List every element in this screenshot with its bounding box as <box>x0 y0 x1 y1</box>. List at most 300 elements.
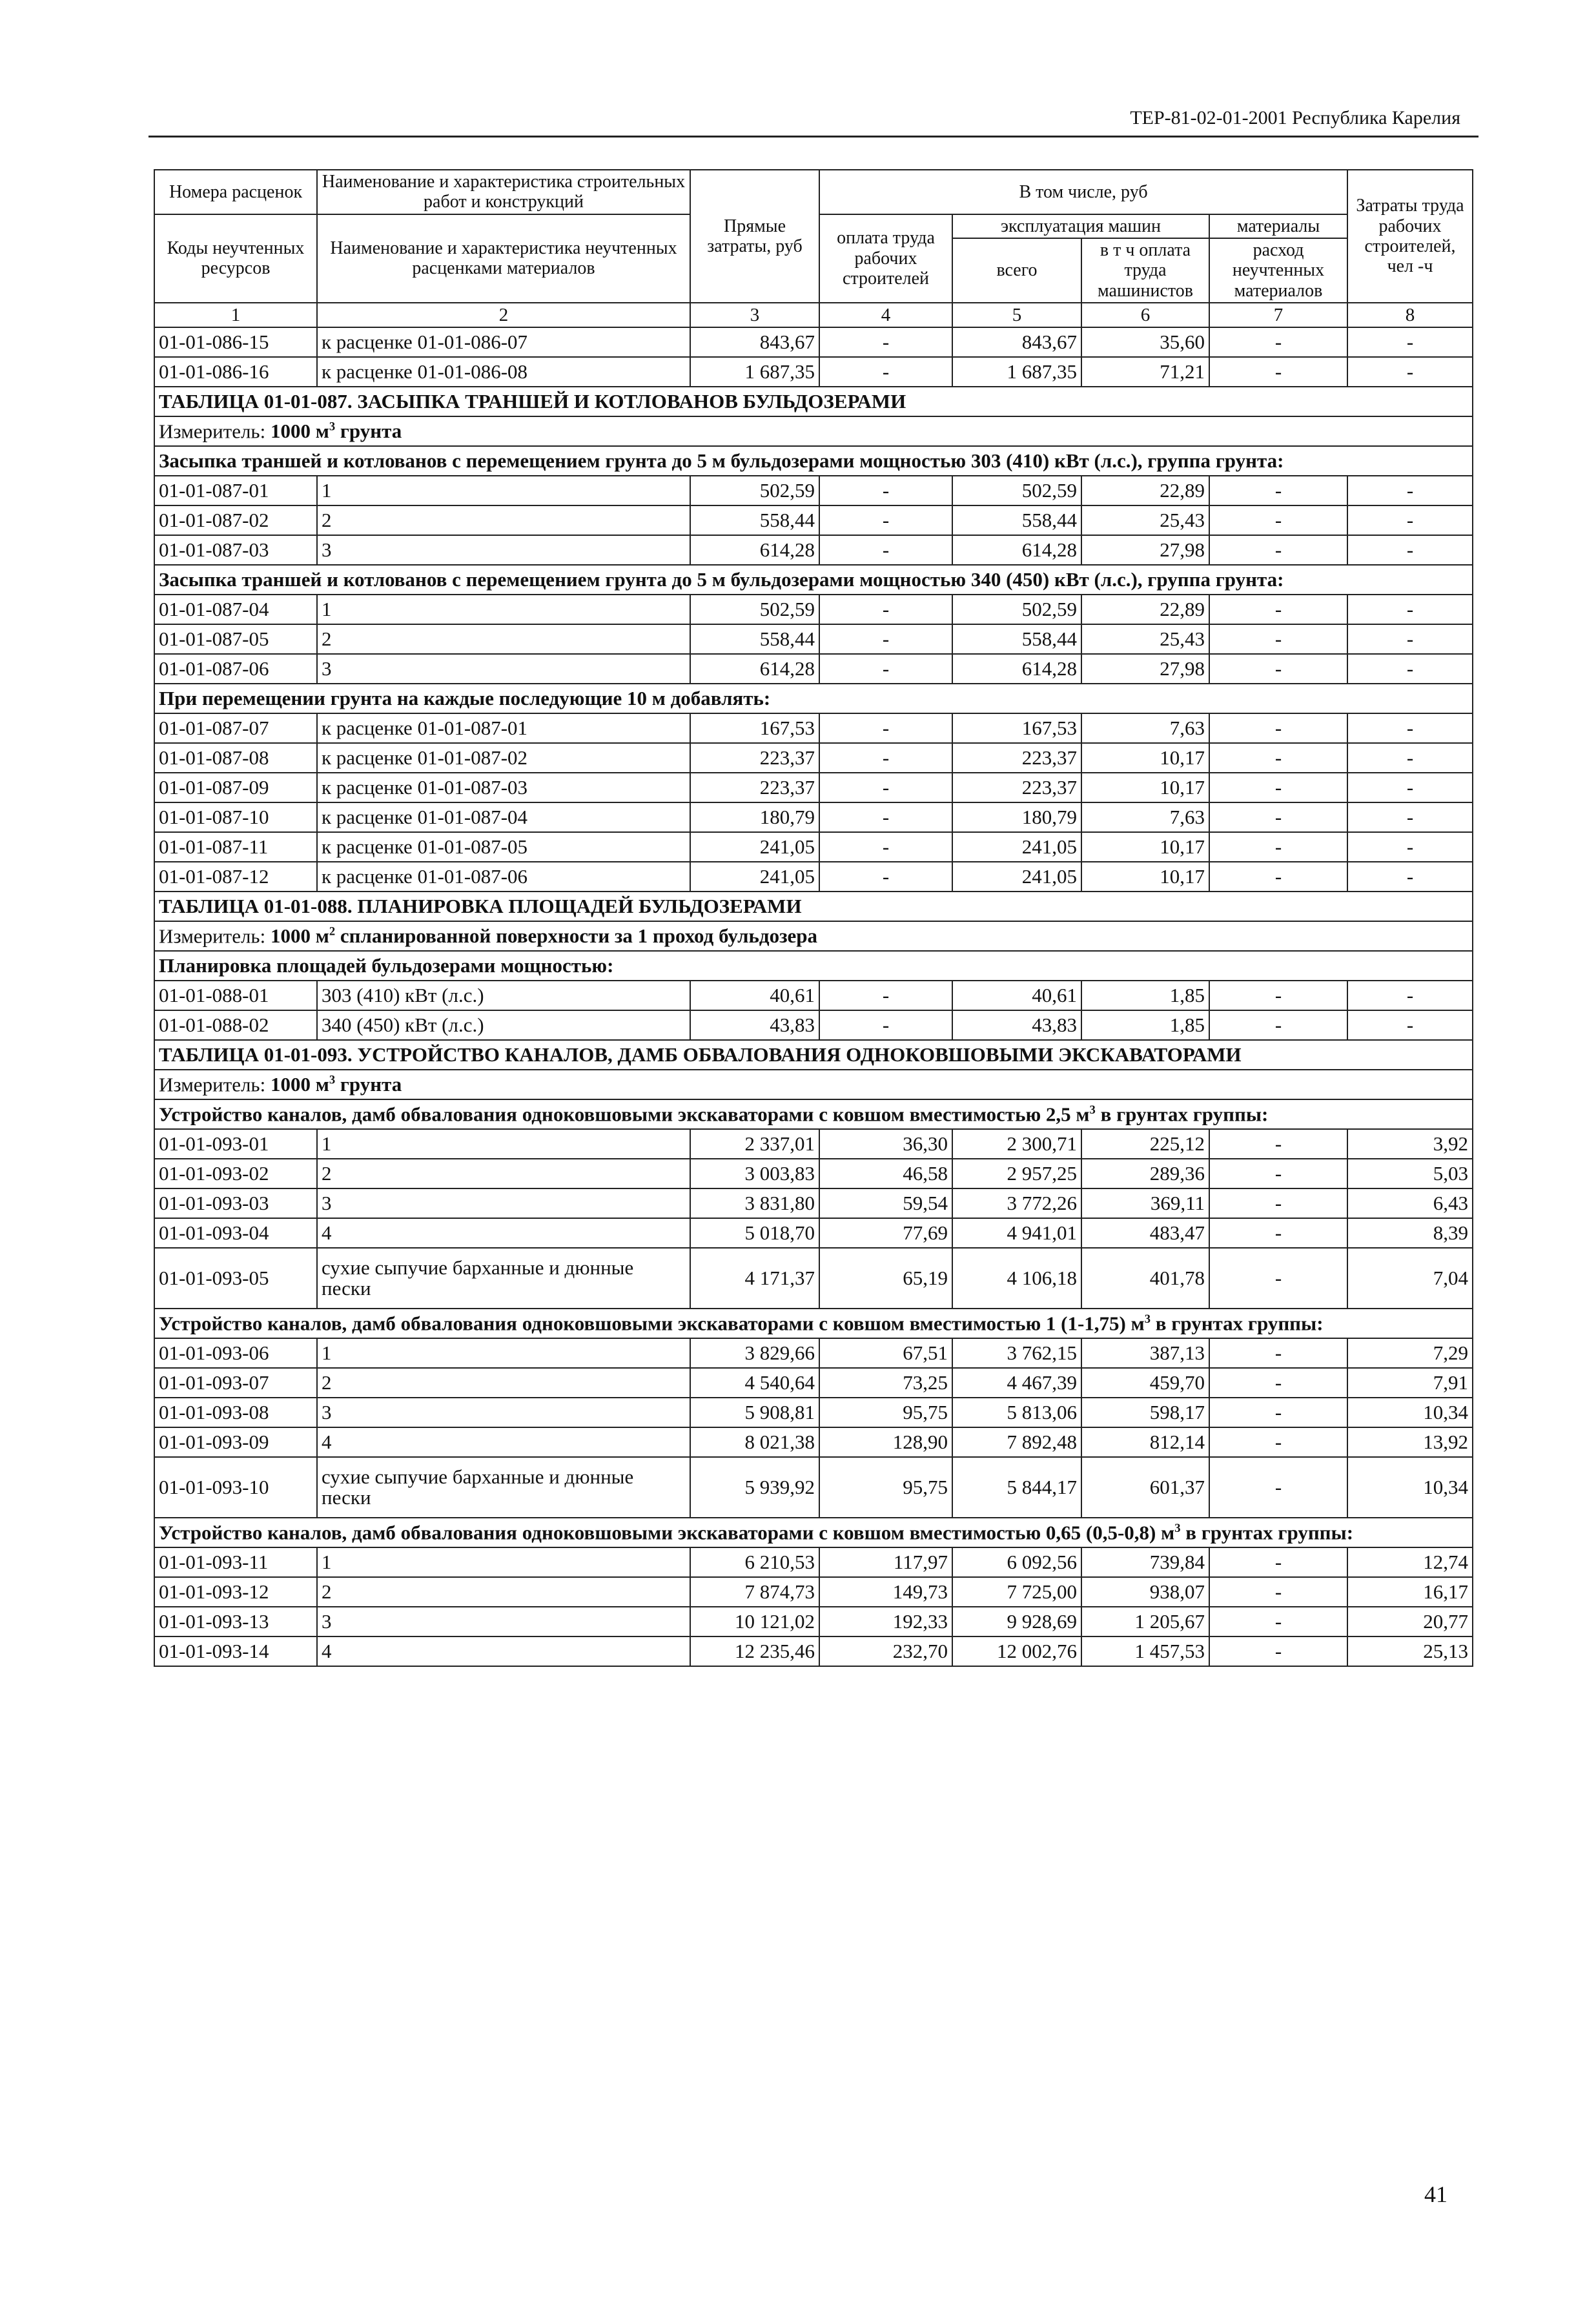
table-cell: 10,17 <box>1081 832 1209 862</box>
table-cell: 7,04 <box>1347 1248 1473 1309</box>
section-text: Устройство каналов, дамб обвалования одноковшовыми экскаваторами с ковшом вместимостью 1 (1-1,75) м <box>159 1312 1145 1335</box>
table-cell: 5 939,92 <box>690 1457 819 1518</box>
table-cell: 4 106,18 <box>952 1248 1081 1309</box>
table-cell: 223,37 <box>952 743 1081 773</box>
table-cell: - <box>1347 595 1473 624</box>
table-cell: - <box>1347 624 1473 654</box>
table-cell: - <box>1209 327 1347 357</box>
rates-table <box>154 169 1473 1667</box>
section-header-row <box>154 684 1473 713</box>
table-cell: 149,73 <box>819 1577 952 1607</box>
table-cell: - <box>1347 505 1473 535</box>
table-cell: 558,44 <box>690 624 819 654</box>
col-header-labor: Затраты труда рабочих строителей, чел -ч <box>1347 170 1473 303</box>
table-cell: 13,92 <box>1347 1427 1473 1457</box>
col-index: 6 <box>1081 303 1209 327</box>
table-cell: 558,44 <box>952 624 1081 654</box>
table-cell: 3 831,80 <box>690 1188 819 1218</box>
section-exponent: 3 <box>1089 1103 1096 1117</box>
table-cell: - <box>1209 535 1347 565</box>
table-cell: к расценке 01-01-087-03 <box>317 773 690 802</box>
table-cell: 40,61 <box>690 981 819 1010</box>
table-row <box>154 595 1473 624</box>
table-cell: 5,03 <box>1347 1159 1473 1188</box>
col-header-direct-cost: Прямые затраты, руб <box>690 170 819 303</box>
table-row <box>154 1129 1473 1159</box>
table-cell: 4 <box>317 1218 690 1248</box>
col-index: 1 <box>154 303 317 327</box>
col-header-materials-use: расход неучтенных материалов <box>1209 238 1347 303</box>
table-cell: 35,60 <box>1081 327 1209 357</box>
table-cell: - <box>1209 624 1347 654</box>
table-cell: 01-01-087-05 <box>154 624 317 654</box>
measure-row <box>154 921 1473 951</box>
section-header-row <box>154 565 1473 595</box>
table-title: ТАБЛИЦА 01-01-087. ЗАСЫПКА ТРАНШЕЙ И КОТЛОВАНОВ БУЛЬДОЗЕРАМИ <box>154 387 1473 416</box>
col-index: 4 <box>819 303 952 327</box>
table-row <box>154 773 1473 802</box>
section-text-end: в грунтах группы: <box>1180 1521 1354 1544</box>
table-row <box>154 1218 1473 1248</box>
table-cell: 01-01-087-04 <box>154 595 317 624</box>
table-cell: 3 003,83 <box>690 1159 819 1188</box>
column-index-row <box>154 303 1473 327</box>
table-cell: - <box>1209 862 1347 892</box>
table-row <box>154 1427 1473 1457</box>
table-cell: 10,34 <box>1347 1398 1473 1427</box>
section-heading: Засыпка траншей и котлованов с перемещением грунта до 5 м бульдозерами мощностью 340 (450) кВт (л.с.), группа грунта: <box>154 565 1473 595</box>
table-cell: 401,78 <box>1081 1248 1209 1309</box>
section-exponent: 3 <box>1174 1521 1181 1535</box>
section-heading <box>154 1309 1473 1338</box>
section-header-row <box>154 446 1473 476</box>
table-cell: - <box>1209 773 1347 802</box>
table-cell: 46,58 <box>819 1159 952 1188</box>
table-cell: 1 <box>317 476 690 505</box>
table-row <box>154 505 1473 535</box>
table-cell: - <box>1209 1188 1347 1218</box>
table-cell: 01-01-087-09 <box>154 773 317 802</box>
table-cell: 01-01-093-02 <box>154 1159 317 1188</box>
table-087-title-row <box>154 387 1473 416</box>
table-cell: - <box>819 505 952 535</box>
col-header-materials-name: Наименование и характеристика неучтенных расценками материалов <box>317 214 690 303</box>
table-cell: - <box>1209 1368 1347 1398</box>
table-cell: - <box>1209 1129 1347 1159</box>
table-cell: - <box>1347 535 1473 565</box>
table-title: ТАБЛИЦА 01-01-093. УСТРОЙСТВО КАНАЛОВ, ДАМБ ОБВАЛОВАНИЯ ОДНОКОВШОВЫМИ ЭКСКАВАТОРАМИ <box>154 1040 1473 1070</box>
table-cell: 938,07 <box>1081 1577 1209 1607</box>
measure-line <box>154 1070 1473 1099</box>
table-row <box>154 1338 1473 1368</box>
table-row <box>154 1547 1473 1577</box>
table-row <box>154 1188 1473 1218</box>
table-cell: - <box>1347 802 1473 832</box>
table-cell: - <box>1347 773 1473 802</box>
table-cell: - <box>1209 357 1347 387</box>
col-header-resource-codes: Коды неучтенных ресурсов <box>154 214 317 303</box>
table-cell: 73,25 <box>819 1368 952 1398</box>
table-cell: - <box>1209 654 1347 684</box>
measure-exponent: 3 <box>329 420 336 434</box>
table-cell: 71,21 <box>1081 357 1209 387</box>
section-header-row <box>154 951 1473 981</box>
table-093-title-row <box>154 1040 1473 1070</box>
section-header-row <box>154 1518 1473 1547</box>
table-cell: - <box>1209 713 1347 743</box>
table-row <box>154 1636 1473 1666</box>
table-cell: 27,98 <box>1081 654 1209 684</box>
table-cell: 3,92 <box>1347 1129 1473 1159</box>
table-cell: 43,83 <box>690 1010 819 1040</box>
section-heading: Засыпка траншей и котлованов с перемещением грунта до 5 м бульдозерами мощностью 303 (410) кВт (л.с.), группа грунта: <box>154 446 1473 476</box>
table-cell: 25,43 <box>1081 505 1209 535</box>
table-cell: 812,14 <box>1081 1427 1209 1457</box>
table-cell: - <box>1209 1218 1347 1248</box>
table-cell: 40,61 <box>952 981 1081 1010</box>
table-row <box>154 1159 1473 1188</box>
table-cell: - <box>1209 1427 1347 1457</box>
table-cell: - <box>819 624 952 654</box>
col-header-codes: Номера расценок <box>154 170 317 214</box>
table-cell: - <box>1209 1398 1347 1427</box>
table-cell: 167,53 <box>952 713 1081 743</box>
table-cell: 5 813,06 <box>952 1398 1081 1427</box>
measure-line <box>154 416 1473 446</box>
table-cell: - <box>819 862 952 892</box>
table-cell: 01-01-093-08 <box>154 1398 317 1427</box>
table-cell: сухие сыпучие барханные и дюнные пески <box>317 1248 690 1309</box>
table-cell: 4 540,64 <box>690 1368 819 1398</box>
table-row <box>154 1607 1473 1636</box>
table-cell: 2 <box>317 1159 690 1188</box>
measure-amount: 1000 м <box>270 924 329 948</box>
col-header-machinist-pay: в т ч оплата труда машинистов <box>1081 238 1209 303</box>
header-divider <box>148 136 1478 138</box>
table-cell: - <box>819 357 952 387</box>
table-cell: 387,13 <box>1081 1338 1209 1368</box>
table-cell: 2 <box>317 1368 690 1398</box>
measure-unit: спланированной поверхности за 1 проход бульдозера <box>340 924 818 948</box>
measure-unit: грунта <box>340 420 402 443</box>
measure-value <box>271 1073 402 1096</box>
table-cell: 3 <box>317 1607 690 1636</box>
section-text: Устройство каналов, дамб обвалования одноковшовыми экскаваторами с ковшом вместимостью 2,5 м <box>159 1103 1090 1126</box>
table-cell: 5 908,81 <box>690 1398 819 1427</box>
table-cell: 223,37 <box>690 743 819 773</box>
table-cell: 2 337,01 <box>690 1129 819 1159</box>
table-cell: 117,97 <box>819 1547 952 1577</box>
table-cell: - <box>1347 1010 1473 1040</box>
table-cell: - <box>1347 832 1473 862</box>
table-cell: сухие сыпучие барханные и дюнные пески <box>317 1457 690 1518</box>
table-cell: 10,34 <box>1347 1457 1473 1518</box>
table-cell: 558,44 <box>690 505 819 535</box>
table-cell: 232,70 <box>819 1636 952 1666</box>
table-cell: 3 762,15 <box>952 1338 1081 1368</box>
table-cell: 1 687,35 <box>952 357 1081 387</box>
table-cell: 01-01-087-10 <box>154 802 317 832</box>
col-index: 8 <box>1347 303 1473 327</box>
table-cell: 601,37 <box>1081 1457 1209 1518</box>
table-cell: 6 210,53 <box>690 1547 819 1577</box>
table-cell: 25,43 <box>1081 624 1209 654</box>
measure-amount: 1000 м <box>270 420 329 443</box>
page-header-title: ТЕР-81-02-01-2001 Республика Карелия <box>1130 107 1460 128</box>
table-cell: 12 235,46 <box>690 1636 819 1666</box>
table-cell: 502,59 <box>690 476 819 505</box>
table-cell: 225,12 <box>1081 1129 1209 1159</box>
measure-value <box>271 420 402 442</box>
table-cell: - <box>1209 505 1347 535</box>
table-cell: 01-01-086-16 <box>154 357 317 387</box>
table-cell: 340 (450) кВт (л.с.) <box>317 1010 690 1040</box>
table-cell: 223,37 <box>690 773 819 802</box>
table-cell: - <box>1209 802 1347 832</box>
table-cell: 241,05 <box>690 832 819 862</box>
column-header-row-1 <box>154 170 1473 214</box>
table-cell: к расценке 01-01-087-05 <box>317 832 690 862</box>
table-cell: 10,17 <box>1081 862 1209 892</box>
table-cell: 2 <box>317 1577 690 1607</box>
table-row <box>154 1368 1473 1398</box>
col-index: 7 <box>1209 303 1347 327</box>
table-row <box>154 327 1473 357</box>
table-cell: - <box>1347 476 1473 505</box>
table-cell: 7,63 <box>1081 713 1209 743</box>
table-row <box>154 743 1473 773</box>
col-index: 3 <box>690 303 819 327</box>
table-cell: - <box>1347 357 1473 387</box>
table-row <box>154 654 1473 684</box>
table-cell: 65,19 <box>819 1248 952 1309</box>
table-cell: 598,17 <box>1081 1398 1209 1427</box>
table-cell: 7,91 <box>1347 1368 1473 1398</box>
table-cell: 2 <box>317 624 690 654</box>
table-cell: - <box>819 654 952 684</box>
table-cell: 1 <box>317 595 690 624</box>
table-cell: 843,67 <box>952 327 1081 357</box>
measure-label: Измеритель: <box>159 1073 266 1096</box>
table-cell: 01-01-093-06 <box>154 1338 317 1368</box>
table-cell: 1 <box>317 1129 690 1159</box>
table-cell: 303 (410) кВт (л.с.) <box>317 981 690 1010</box>
table-cell: - <box>1209 1636 1347 1666</box>
table-cell: - <box>1347 862 1473 892</box>
table-cell: - <box>1209 981 1347 1010</box>
table-cell: 3 <box>317 654 690 684</box>
table-088-title-row <box>154 892 1473 921</box>
measure-exponent: 3 <box>329 1073 336 1087</box>
table-cell: - <box>819 535 952 565</box>
table-cell: - <box>819 595 952 624</box>
col-header-materials: материалы <box>1209 214 1347 238</box>
table-row <box>154 802 1473 832</box>
table-cell: к расценке 01-01-086-07 <box>317 327 690 357</box>
col-header-worker-pay: оплата труда рабочих строителей <box>819 214 952 303</box>
table-cell: 289,36 <box>1081 1159 1209 1188</box>
table-cell: 241,05 <box>690 862 819 892</box>
table-cell: 9 928,69 <box>952 1607 1081 1636</box>
table-cell: 502,59 <box>690 595 819 624</box>
section-heading: При перемещении грунта на каждые последующие 10 м добавлять: <box>154 684 1473 713</box>
table-cell: 10 121,02 <box>690 1607 819 1636</box>
table-cell: 36,30 <box>819 1129 952 1159</box>
table-row <box>154 832 1473 862</box>
table-cell: - <box>1347 713 1473 743</box>
table-cell: 739,84 <box>1081 1547 1209 1577</box>
table-cell: 01-01-086-15 <box>154 327 317 357</box>
table-cell: - <box>1209 743 1347 773</box>
table-cell: 7 874,73 <box>690 1577 819 1607</box>
table-cell: 01-01-093-13 <box>154 1607 317 1636</box>
table-cell: 2 957,25 <box>952 1159 1081 1188</box>
table-cell: - <box>819 327 952 357</box>
table-cell: 3 772,26 <box>952 1188 1081 1218</box>
table-cell: 59,54 <box>819 1188 952 1218</box>
table-cell: 6,43 <box>1347 1188 1473 1218</box>
table-cell: 95,75 <box>819 1398 952 1427</box>
table-row <box>154 713 1473 743</box>
section-exponent: 3 <box>1144 1312 1151 1326</box>
table-cell: - <box>1209 1010 1347 1040</box>
section-header-row <box>154 1099 1473 1129</box>
table-cell: - <box>819 1010 952 1040</box>
table-cell: 558,44 <box>952 505 1081 535</box>
table-cell: 01-01-093-12 <box>154 1577 317 1607</box>
table-cell: 3 <box>317 1398 690 1427</box>
table-cell: 01-01-093-14 <box>154 1636 317 1666</box>
table-cell: 25,13 <box>1347 1636 1473 1666</box>
table-cell: - <box>1209 1159 1347 1188</box>
table-cell: 1 457,53 <box>1081 1636 1209 1666</box>
table-cell: 4 <box>317 1427 690 1457</box>
table-cell: 77,69 <box>819 1218 952 1248</box>
table-row <box>154 862 1473 892</box>
section-text-end: в грунтах группы: <box>1095 1103 1269 1126</box>
table-cell: 22,89 <box>1081 476 1209 505</box>
table-cell: 7 725,00 <box>952 1577 1081 1607</box>
table-cell: 1,85 <box>1081 1010 1209 1040</box>
col-index: 2 <box>317 303 690 327</box>
table-cell: 3 <box>317 535 690 565</box>
table-cell: 1 687,35 <box>690 357 819 387</box>
table-cell: 01-01-093-04 <box>154 1218 317 1248</box>
table-cell: 459,70 <box>1081 1368 1209 1398</box>
table-cell: 614,28 <box>952 535 1081 565</box>
table-cell: 12 002,76 <box>952 1636 1081 1666</box>
table-cell: 01-01-087-08 <box>154 743 317 773</box>
measure-label: Измеритель: <box>159 420 266 443</box>
table-cell: - <box>819 476 952 505</box>
col-header-machines: эксплуатация машин <box>952 214 1209 238</box>
table-row <box>154 981 1473 1010</box>
table-cell: 95,75 <box>819 1457 952 1518</box>
table-cell: 5 018,70 <box>690 1218 819 1248</box>
measure-amount: 1000 м <box>270 1073 329 1096</box>
table-cell: 483,47 <box>1081 1218 1209 1248</box>
table-cell: 8,39 <box>1347 1218 1473 1248</box>
table-cell: - <box>819 713 952 743</box>
table-cell: 192,33 <box>819 1607 952 1636</box>
table-cell: 01-01-087-07 <box>154 713 317 743</box>
table-cell: 180,79 <box>952 802 1081 832</box>
table-cell: - <box>819 743 952 773</box>
table-cell: 01-01-093-10 <box>154 1457 317 1518</box>
table-cell: 01-01-093-11 <box>154 1547 317 1577</box>
table-cell: 3 <box>317 1188 690 1218</box>
table-cell: - <box>1347 327 1473 357</box>
table-cell: 01-01-087-02 <box>154 505 317 535</box>
table-cell: 01-01-087-06 <box>154 654 317 684</box>
section-heading <box>154 1518 1473 1547</box>
table-row <box>154 1457 1473 1518</box>
table-row <box>154 624 1473 654</box>
table-cell: - <box>1209 476 1347 505</box>
table-cell: - <box>1209 1607 1347 1636</box>
table-cell: 8 021,38 <box>690 1427 819 1457</box>
table-cell: 01-01-093-01 <box>154 1129 317 1159</box>
section-text: Устройство каналов, дамб обвалования одноковшовыми экскаваторами с ковшом вместимостью 0,65 (0,5-0,8) м <box>159 1521 1175 1544</box>
section-text-end: в грунтах группы: <box>1151 1312 1324 1335</box>
section-header-row <box>154 1309 1473 1338</box>
table-cell: 7,63 <box>1081 802 1209 832</box>
table-cell: 502,59 <box>952 595 1081 624</box>
table-cell: 22,89 <box>1081 595 1209 624</box>
table-row <box>154 1010 1473 1040</box>
table-cell: - <box>1209 1338 1347 1368</box>
table-cell: 01-01-093-03 <box>154 1188 317 1218</box>
table-cell: 01-01-087-01 <box>154 476 317 505</box>
table-cell: 614,28 <box>690 654 819 684</box>
table-cell: 01-01-093-05 <box>154 1248 317 1309</box>
table-cell: 843,67 <box>690 327 819 357</box>
table-cell: 10,17 <box>1081 773 1209 802</box>
table-cell: к расценке 01-01-087-02 <box>317 743 690 773</box>
table-cell: 180,79 <box>690 802 819 832</box>
table-row <box>154 1577 1473 1607</box>
table-cell: 1,85 <box>1081 981 1209 1010</box>
table-cell: 2 <box>317 505 690 535</box>
table-cell: 5 844,17 <box>952 1457 1081 1518</box>
table-cell: - <box>1209 1248 1347 1309</box>
table-cell: 2 300,71 <box>952 1129 1081 1159</box>
table-cell: 67,51 <box>819 1338 952 1368</box>
table-cell: 43,83 <box>952 1010 1081 1040</box>
measure-exponent: 2 <box>329 924 336 939</box>
table-cell: 614,28 <box>952 654 1081 684</box>
section-heading: Планировка площадей бульдозерами мощностью: <box>154 951 1473 981</box>
table-cell: 4 467,39 <box>952 1368 1081 1398</box>
col-header-name: Наименование и характеристика строительных работ и конструкций <box>317 170 690 214</box>
table-cell: - <box>819 773 952 802</box>
table-cell: - <box>1209 595 1347 624</box>
table-row <box>154 535 1473 565</box>
table-cell: 7 892,48 <box>952 1427 1081 1457</box>
page-number: 41 <box>1424 2181 1448 2207</box>
table-cell: 4 <box>317 1636 690 1666</box>
section-heading <box>154 1099 1473 1129</box>
table-cell: 16,17 <box>1347 1577 1473 1607</box>
measure-row <box>154 416 1473 446</box>
table-cell: 4 941,01 <box>952 1218 1081 1248</box>
table-cell: - <box>819 802 952 832</box>
table-cell: к расценке 01-01-087-04 <box>317 802 690 832</box>
table-cell: 7,29 <box>1347 1338 1473 1368</box>
table-cell: 241,05 <box>952 862 1081 892</box>
col-header-group: В том числе, руб <box>819 170 1347 214</box>
table-cell: к расценке 01-01-087-01 <box>317 713 690 743</box>
